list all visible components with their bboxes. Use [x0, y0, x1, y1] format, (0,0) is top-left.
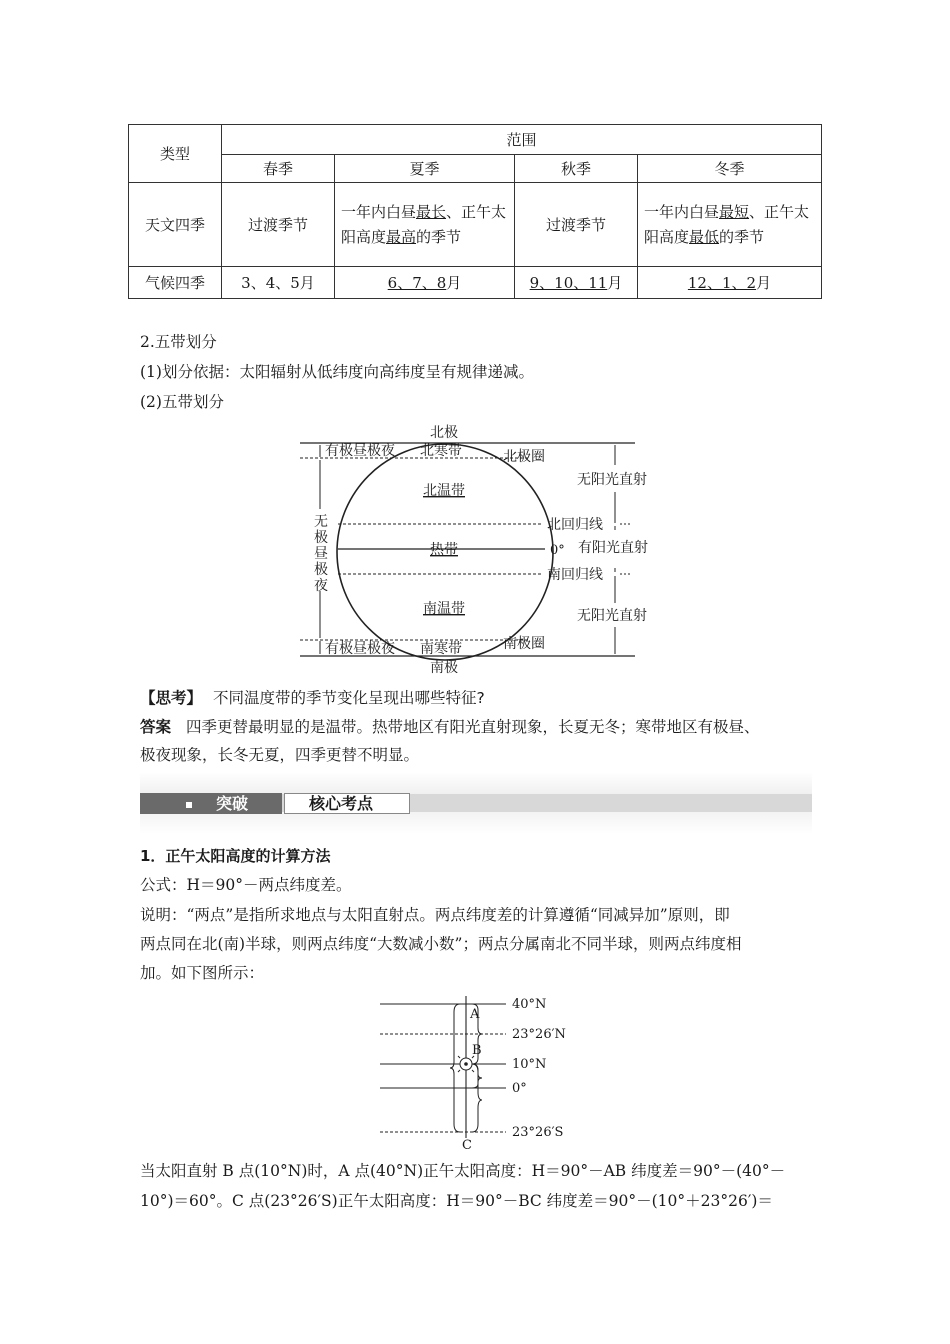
square-icon: [186, 802, 192, 808]
label-south-pole: 南极: [430, 660, 458, 676]
label-tropic-capricorn: 南回归线: [547, 567, 603, 583]
header-summer: 夏季: [335, 155, 515, 183]
label-has-direct: 有阳光直射: [578, 540, 648, 556]
label-2326S: 23°26′S: [512, 1125, 564, 1140]
label-south-temperate: 南温带: [423, 601, 465, 617]
desc-line-2: 两点同在北(南)半球，则两点纬度“大数减小数”；两点分属南北不同半球，则两点纬度相: [140, 935, 742, 953]
think-block: [140, 684, 485, 712]
banner-right-box: 核心考点: [284, 793, 410, 814]
label-2326N: 23°26′N: [512, 1027, 566, 1042]
astronomical-summer: 一年内白昼最长、正午太阳高度最高的季节: [335, 183, 515, 267]
label-tropic-cancer: 北回归线: [547, 517, 603, 533]
answer-label: 答案: [140, 718, 172, 736]
desc-line-3: 加。如下图所示：: [140, 964, 265, 982]
label-north-temperate: 北温带: [423, 483, 465, 499]
label-no-polar-day-night: 无极昼极夜: [314, 514, 328, 594]
label-polar-day-night-north: 有极昼极夜: [325, 443, 395, 459]
label-antarctic-circle: 南极圈: [503, 636, 545, 652]
formula-text: 公式：H＝90°－两点纬度差。: [140, 876, 352, 894]
label-north-frigid: 北寒带: [420, 443, 462, 459]
banner-left-block: 突破: [140, 793, 282, 814]
climate-spring: 3、4、5月: [222, 267, 335, 299]
answer-line-2: 极夜现象，长冬无夏，四季更替不明显。: [140, 746, 420, 764]
label-no-direct-north: 无阳光直射: [577, 472, 647, 488]
label-equator: 0°: [550, 543, 565, 558]
climate-summer: 6、7、8月: [335, 267, 515, 299]
label-arctic-circle: 北极圈: [503, 449, 545, 465]
header-type: 类型: [129, 125, 222, 183]
astronomical-winter: 一年内白昼最短、正午太阳高度最低的季节: [638, 183, 822, 267]
section-title-noon-height: 1．正午太阳高度的计算方法: [140, 847, 331, 865]
seasons-table: [128, 124, 822, 299]
label-10N: 10°N: [512, 1057, 547, 1072]
section-title-five-zones: 2.五带划分: [140, 333, 217, 351]
point-C: C: [462, 1138, 472, 1152]
section-banner: [140, 772, 812, 834]
five-zones-diagram: [290, 420, 660, 676]
label-polar-day-night-south: 有极昼极夜: [325, 641, 395, 657]
row-astronomical-label: 天文四季: [129, 183, 222, 267]
paragraph-five-zones: (2)五带划分: [140, 393, 224, 411]
point-B: B: [472, 1043, 482, 1058]
header-winter: 冬季: [638, 155, 822, 183]
label-north-pole: 北极: [430, 425, 458, 441]
header-spring: 春季: [222, 155, 335, 183]
think-question: 不同温度带的季节变化呈现出哪些特征?: [212, 689, 485, 707]
header-range: 范围: [222, 125, 822, 155]
latitude-diagram: [380, 992, 580, 1152]
calc-line-1: 当太阳直射 B 点(10°N)时，A 点(40°N)正午太阳高度：H＝90°－AB 纬度差＝90°－(40°－: [140, 1162, 786, 1180]
row-climate-label: 气候四季: [129, 267, 222, 299]
climate-autumn: 9、10、11月: [515, 267, 638, 299]
label-south-frigid: 南寒带: [420, 641, 462, 657]
climate-winter: 12、1、2月: [638, 267, 822, 299]
label-no-direct-south: 无阳光直射: [577, 608, 647, 624]
header-autumn: 秋季: [515, 155, 638, 183]
astronomical-spring: 过渡季节: [222, 183, 335, 267]
desc-line-1: 说明：“两点”是指所求地点与太阳直射点。两点纬度差的计算遵循“同减异加”原则，即: [140, 906, 730, 924]
paragraph-basis: (1)划分依据：太阳辐射从低纬度向高纬度呈有规律递减。: [140, 363, 534, 381]
calc-line-2: 10°)＝60°。C 点(23°26′S)正午太阳高度：H＝90°－BC 纬度差＝90°－(10°＋23°26′)＝: [140, 1192, 773, 1210]
answer-line-1: 答案 四季更替最明显的是温带。热带地区有阳光直射现象，长夏无冬；寒带地区有极昼、: [140, 718, 760, 736]
label-tropic-zone: 热带: [430, 542, 458, 558]
astronomical-autumn: 过渡季节: [515, 183, 638, 267]
label-equator-0: 0°: [512, 1081, 527, 1096]
label-40N: 40°N: [512, 997, 547, 1012]
think-label: 【思考】: [140, 689, 203, 707]
point-A: A: [470, 1007, 480, 1022]
